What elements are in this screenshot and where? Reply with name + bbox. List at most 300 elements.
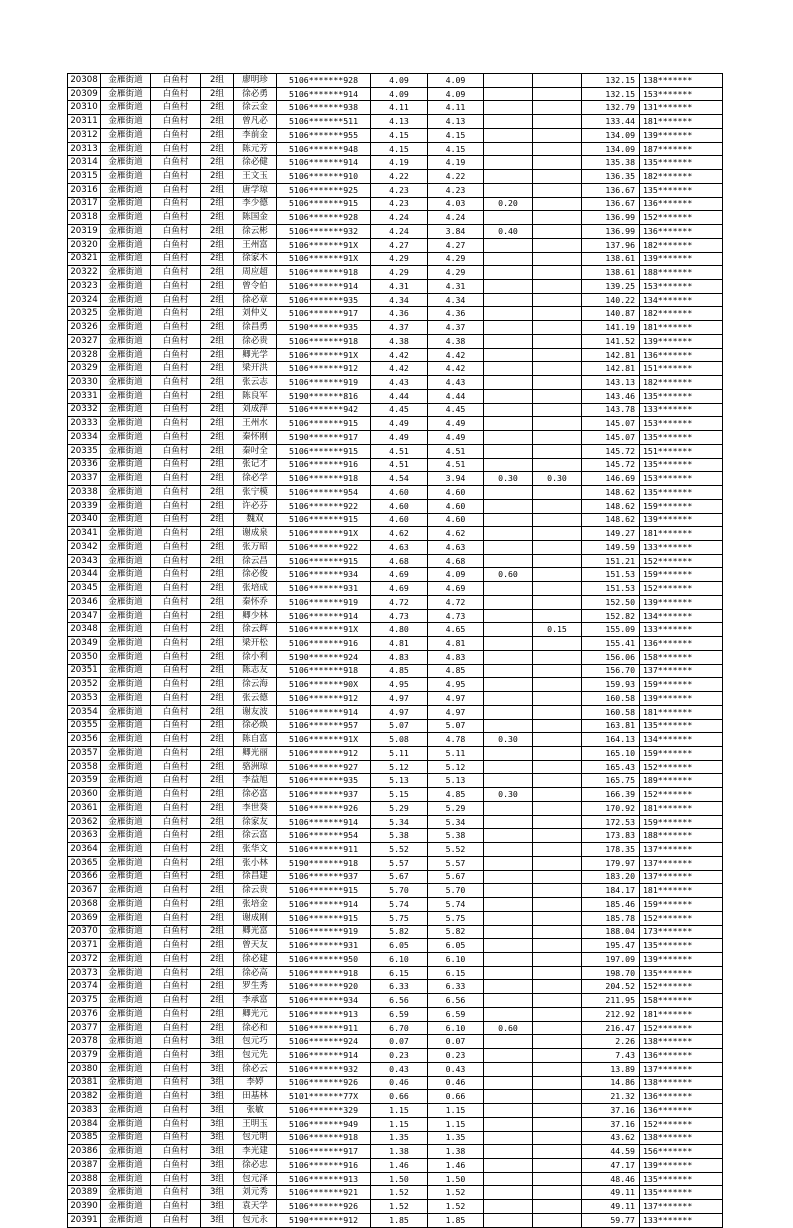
table-row: [68, 1145, 723, 1159]
cell-village: 白鱼村: [151, 376, 201, 390]
cell-name: 王州水: [234, 417, 277, 431]
cell-phone: 135*******: [640, 156, 723, 170]
cell-id-number: 5190*******918: [277, 856, 371, 870]
cell-amount: 165.75: [582, 774, 640, 788]
cell-area-b: [484, 801, 533, 815]
cell-id-number: 5190*******917: [277, 431, 371, 445]
cell-area-c: [533, 815, 582, 829]
cell-serial-number: 20339: [68, 499, 101, 513]
table-row: [68, 431, 723, 445]
cell-area-c: [533, 609, 582, 623]
cell-area-c: [533, 664, 582, 678]
cell-area-total: 4.62: [371, 527, 428, 541]
cell-area-c: [533, 307, 582, 321]
cell-id-number: 5106*******913: [277, 1172, 371, 1186]
cell-serial-number: 20369: [68, 911, 101, 925]
cell-area-c: [533, 650, 582, 664]
cell-area-c: [533, 115, 582, 129]
cell-village: 白鱼村: [151, 1062, 201, 1076]
cell-serial-number: 20323: [68, 280, 101, 294]
cell-name: 徐必建: [234, 953, 277, 967]
cell-amount: 59.77: [582, 1213, 640, 1227]
table-row: [68, 211, 723, 225]
cell-street: 金雁街道: [101, 966, 151, 980]
cell-name: 徐云辉: [234, 623, 277, 637]
cell-village: 白鱼村: [151, 760, 201, 774]
cell-street: 金雁街道: [101, 1062, 151, 1076]
cell-village: 白鱼村: [151, 1021, 201, 1035]
cell-street: 金雁街道: [101, 499, 151, 513]
cell-group: 3组: [201, 1145, 234, 1159]
cell-amount: 136.67: [582, 197, 640, 211]
cell-area-total: 6.10: [371, 953, 428, 967]
cell-area-b: [484, 540, 533, 554]
cell-area-b: [484, 1090, 533, 1104]
table-row: [68, 183, 723, 197]
cell-name: 梁开松: [234, 637, 277, 651]
cell-name: 徐小利: [234, 650, 277, 664]
cell-village: 白鱼村: [151, 1172, 201, 1186]
cell-area-c: [533, 540, 582, 554]
cell-village: 白鱼村: [151, 664, 201, 678]
cell-area-total: 4.23: [371, 183, 428, 197]
table-row: [68, 458, 723, 472]
cell-street: 金雁街道: [101, 1021, 151, 1035]
cell-group: 3组: [201, 1104, 234, 1118]
cell-street: 金雁街道: [101, 664, 151, 678]
cell-village: 白鱼村: [151, 211, 201, 225]
cell-serial-number: 20333: [68, 417, 101, 431]
cell-serial-number: 20386: [68, 1145, 101, 1159]
cell-group: 2组: [201, 746, 234, 760]
cell-serial-number: 20391: [68, 1213, 101, 1227]
cell-name: 魏双: [234, 513, 277, 527]
cell-name: 罗生秀: [234, 980, 277, 994]
cell-village: 白鱼村: [151, 389, 201, 403]
cell-serial-number: 20364: [68, 843, 101, 857]
cell-area-total: 4.24: [371, 211, 428, 225]
cell-village: 白鱼村: [151, 321, 201, 335]
cell-area-a: 1.35: [428, 1131, 484, 1145]
cell-serial-number: 20359: [68, 774, 101, 788]
cell-group: 2组: [201, 678, 234, 692]
cell-area-a: 4.03: [428, 197, 484, 211]
cell-name: 包元先: [234, 1049, 277, 1063]
cell-street: 金雁街道: [101, 774, 151, 788]
cell-area-c: [533, 980, 582, 994]
cell-street: 金雁街道: [101, 856, 151, 870]
cell-village: 白鱼村: [151, 499, 201, 513]
cell-area-a: 4.34: [428, 293, 484, 307]
cell-area-a: 5.34: [428, 815, 484, 829]
cell-area-c: [533, 843, 582, 857]
cell-area-b: [484, 142, 533, 156]
cell-area-a: 5.38: [428, 829, 484, 843]
cell-area-b: [484, 774, 533, 788]
cell-id-number: 5106*******914: [277, 87, 371, 101]
cell-street: 金雁街道: [101, 760, 151, 774]
cell-serial-number: 20377: [68, 1021, 101, 1035]
cell-name: 王文玉: [234, 170, 277, 184]
cell-amount: 216.47: [582, 1021, 640, 1035]
cell-village: 白鱼村: [151, 183, 201, 197]
cell-name: 王州富: [234, 238, 277, 252]
cell-area-total: 6.56: [371, 994, 428, 1008]
cell-area-a: 4.11: [428, 101, 484, 115]
cell-area-a: 4.95: [428, 678, 484, 692]
cell-phone: 182*******: [640, 238, 723, 252]
cell-area-c: [533, 211, 582, 225]
cell-area-b: [484, 1213, 533, 1227]
cell-name: 徐云昌: [234, 554, 277, 568]
cell-village: 白鱼村: [151, 431, 201, 445]
cell-area-a: 5.29: [428, 801, 484, 815]
cell-village: 白鱼村: [151, 115, 201, 129]
cell-id-number: 5106*******931: [277, 939, 371, 953]
cell-street: 金雁街道: [101, 939, 151, 953]
cell-street: 金雁街道: [101, 623, 151, 637]
cell-amount: 152.82: [582, 609, 640, 623]
cell-id-number: 5106*******915: [277, 197, 371, 211]
cell-area-c: [533, 1090, 582, 1104]
table-row: [68, 856, 723, 870]
cell-name: 徐必学: [234, 472, 277, 486]
cell-id-number: 5106*******914: [277, 1049, 371, 1063]
cell-name: 徐昌建: [234, 870, 277, 884]
cell-id-number: 5106*******934: [277, 568, 371, 582]
cell-name: 徐必健: [234, 156, 277, 170]
cell-amount: 179.97: [582, 856, 640, 870]
cell-street: 金雁街道: [101, 1145, 151, 1159]
cell-id-number: 5190*******816: [277, 389, 371, 403]
cell-serial-number: 20371: [68, 939, 101, 953]
table-row: [68, 1186, 723, 1200]
records-table: [67, 73, 723, 1228]
cell-area-b: [484, 815, 533, 829]
cell-phone: 151*******: [640, 362, 723, 376]
cell-amount: 134.09: [582, 128, 640, 142]
cell-village: 白鱼村: [151, 1076, 201, 1090]
cell-phone: 188*******: [640, 266, 723, 280]
cell-area-c: [533, 678, 582, 692]
cell-phone: 134*******: [640, 733, 723, 747]
cell-area-total: 5.15: [371, 788, 428, 802]
cell-id-number: 5106*******942: [277, 403, 371, 417]
cell-phone: 188*******: [640, 829, 723, 843]
cell-serial-number: 20343: [68, 554, 101, 568]
cell-name: 徐必章: [234, 293, 277, 307]
cell-area-c: [533, 1104, 582, 1118]
cell-name: 徐必云: [234, 1062, 277, 1076]
cell-phone: 135*******: [640, 431, 723, 445]
cell-id-number: 5106*******948: [277, 142, 371, 156]
cell-group: 2组: [201, 829, 234, 843]
cell-area-a: 4.24: [428, 211, 484, 225]
cell-amount: 44.59: [582, 1145, 640, 1159]
cell-id-number: 5106*******927: [277, 760, 371, 774]
cell-id-number: 5106*******928: [277, 211, 371, 225]
table-row: [68, 280, 723, 294]
cell-amount: 142.81: [582, 362, 640, 376]
cell-area-b: [484, 760, 533, 774]
cell-serial-number: 20360: [68, 788, 101, 802]
cell-name: 卿少林: [234, 609, 277, 623]
cell-phone: 139*******: [640, 128, 723, 142]
cell-group: 2组: [201, 293, 234, 307]
cell-area-a: 5.57: [428, 856, 484, 870]
cell-name: 徐必勇: [234, 87, 277, 101]
cell-area-a: 4.49: [428, 431, 484, 445]
cell-area-b: [484, 609, 533, 623]
cell-phone: 153*******: [640, 280, 723, 294]
cell-area-b: [484, 1062, 533, 1076]
cell-street: 金雁街道: [101, 980, 151, 994]
cell-street: 金雁街道: [101, 815, 151, 829]
cell-area-total: 0.46: [371, 1076, 428, 1090]
cell-village: 白鱼村: [151, 650, 201, 664]
cell-group: 2组: [201, 225, 234, 239]
cell-village: 白鱼村: [151, 486, 201, 500]
cell-street: 金雁街道: [101, 376, 151, 390]
cell-area-b: [484, 348, 533, 362]
cell-street: 金雁街道: [101, 87, 151, 101]
cell-group: 2组: [201, 334, 234, 348]
cell-area-total: 4.38: [371, 334, 428, 348]
cell-area-a: 3.94: [428, 472, 484, 486]
cell-area-a: 5.07: [428, 719, 484, 733]
cell-serial-number: 20328: [68, 348, 101, 362]
cell-village: 白鱼村: [151, 994, 201, 1008]
cell-area-total: 6.33: [371, 980, 428, 994]
cell-area-c: [533, 142, 582, 156]
cell-name: 王明玉: [234, 1117, 277, 1131]
cell-id-number: 5106*******918: [277, 334, 371, 348]
cell-village: 白鱼村: [151, 966, 201, 980]
cell-area-b: 0.20: [484, 197, 533, 211]
cell-name: 张小林: [234, 856, 277, 870]
cell-group: 2组: [201, 417, 234, 431]
cell-amount: 204.52: [582, 980, 640, 994]
cell-phone: 136*******: [640, 1104, 723, 1118]
cell-street: 金雁街道: [101, 733, 151, 747]
cell-phone: 153*******: [640, 87, 723, 101]
cell-area-a: 1.50: [428, 1172, 484, 1186]
cell-street: 金雁街道: [101, 513, 151, 527]
cell-village: 白鱼村: [151, 403, 201, 417]
cell-area-total: 1.85: [371, 1213, 428, 1227]
cell-area-a: 6.10: [428, 1021, 484, 1035]
cell-name: 包元永: [234, 1213, 277, 1227]
cell-street: 金雁街道: [101, 431, 151, 445]
table-row: [68, 843, 723, 857]
table-row: [68, 334, 723, 348]
cell-area-total: 0.66: [371, 1090, 428, 1104]
cell-street: 金雁街道: [101, 142, 151, 156]
cell-id-number: 5106*******925: [277, 183, 371, 197]
cell-phone: 181*******: [640, 527, 723, 541]
cell-area-b: [484, 74, 533, 88]
cell-serial-number: 20383: [68, 1104, 101, 1118]
cell-name: 李光建: [234, 1145, 277, 1159]
cell-group: 2组: [201, 994, 234, 1008]
cell-area-a: 4.51: [428, 444, 484, 458]
cell-area-b: [484, 1076, 533, 1090]
table-row: [68, 582, 723, 596]
cell-area-c: [533, 362, 582, 376]
cell-amount: 139.25: [582, 280, 640, 294]
cell-group: 2组: [201, 774, 234, 788]
cell-area-total: 4.09: [371, 87, 428, 101]
cell-village: 白鱼村: [151, 444, 201, 458]
cell-group: 2组: [201, 389, 234, 403]
cell-serial-number: 20334: [68, 431, 101, 445]
cell-area-a: 0.07: [428, 1035, 484, 1049]
cell-area-a: 4.13: [428, 115, 484, 129]
cell-area-b: [484, 719, 533, 733]
cell-amount: 188.04: [582, 925, 640, 939]
cell-serial-number: 20356: [68, 733, 101, 747]
cell-serial-number: 20317: [68, 197, 101, 211]
cell-phone: 137*******: [640, 843, 723, 857]
cell-area-total: 5.12: [371, 760, 428, 774]
cell-area-total: 4.72: [371, 595, 428, 609]
cell-area-a: 4.43: [428, 376, 484, 390]
cell-village: 白鱼村: [151, 362, 201, 376]
cell-area-c: [533, 1186, 582, 1200]
cell-area-total: 5.08: [371, 733, 428, 747]
cell-village: 白鱼村: [151, 801, 201, 815]
cell-village: 白鱼村: [151, 939, 201, 953]
cell-serial-number: 20327: [68, 334, 101, 348]
cell-area-total: 0.43: [371, 1062, 428, 1076]
cell-amount: 43.62: [582, 1131, 640, 1145]
table-row: [68, 966, 723, 980]
cell-street: 金雁街道: [101, 994, 151, 1008]
cell-village: 白鱼村: [151, 348, 201, 362]
cell-village: 白鱼村: [151, 156, 201, 170]
cell-street: 金雁街道: [101, 678, 151, 692]
cell-village: 白鱼村: [151, 1213, 201, 1227]
cell-village: 白鱼村: [151, 527, 201, 541]
cell-area-a: 0.46: [428, 1076, 484, 1090]
cell-group: 2组: [201, 403, 234, 417]
cell-phone: 139*******: [640, 953, 723, 967]
cell-village: 白鱼村: [151, 719, 201, 733]
cell-serial-number: 20321: [68, 252, 101, 266]
cell-village: 白鱼村: [151, 829, 201, 843]
cell-area-b: [484, 980, 533, 994]
cell-street: 金雁街道: [101, 1035, 151, 1049]
cell-group: 2组: [201, 458, 234, 472]
cell-amount: 13.89: [582, 1062, 640, 1076]
cell-area-a: 4.68: [428, 554, 484, 568]
cell-street: 金雁街道: [101, 348, 151, 362]
cell-area-a: 6.10: [428, 953, 484, 967]
cell-area-b: [484, 829, 533, 843]
cell-group: 2组: [201, 499, 234, 513]
cell-area-a: 4.78: [428, 733, 484, 747]
cell-serial-number: 20338: [68, 486, 101, 500]
cell-area-c: [533, 1145, 582, 1159]
cell-street: 金雁街道: [101, 183, 151, 197]
cell-area-total: 1.52: [371, 1200, 428, 1214]
cell-name: 徐云贵: [234, 884, 277, 898]
cell-area-c: [533, 856, 582, 870]
cell-area-c: [533, 1035, 582, 1049]
cell-street: 金雁街道: [101, 609, 151, 623]
cell-group: 3组: [201, 1062, 234, 1076]
cell-serial-number: 20389: [68, 1186, 101, 1200]
cell-serial-number: 20318: [68, 211, 101, 225]
cell-id-number: 5106*******957: [277, 719, 371, 733]
cell-street: 金雁街道: [101, 225, 151, 239]
cell-serial-number: 20379: [68, 1049, 101, 1063]
cell-id-number: 5106*******931: [277, 582, 371, 596]
cell-area-a: 4.09: [428, 74, 484, 88]
cell-area-a: 4.72: [428, 595, 484, 609]
cell-area-total: 4.81: [371, 637, 428, 651]
cell-area-total: 1.50: [371, 1172, 428, 1186]
cell-area-a: 4.38: [428, 334, 484, 348]
cell-name: 徐必高: [234, 966, 277, 980]
cell-amount: 7.43: [582, 1049, 640, 1063]
cell-name: 周应超: [234, 266, 277, 280]
cell-area-c: [533, 1131, 582, 1145]
cell-serial-number: 20380: [68, 1062, 101, 1076]
cell-amount: 136.67: [582, 183, 640, 197]
cell-group: 2组: [201, 197, 234, 211]
cell-area-c: [533, 801, 582, 815]
table-row: [68, 1090, 723, 1104]
cell-id-number: 5106*******955: [277, 128, 371, 142]
cell-area-b: [484, 321, 533, 335]
cell-area-a: 1.38: [428, 1145, 484, 1159]
cell-id-number: 5106*******938: [277, 101, 371, 115]
cell-area-c: [533, 829, 582, 843]
cell-area-c: [533, 1159, 582, 1173]
cell-group: 2组: [201, 362, 234, 376]
cell-area-c: [533, 101, 582, 115]
cell-area-b: 0.60: [484, 568, 533, 582]
cell-area-b: [484, 1049, 533, 1063]
cell-street: 金雁街道: [101, 705, 151, 719]
cell-area-c: [533, 994, 582, 1008]
cell-village: 白鱼村: [151, 238, 201, 252]
cell-serial-number: 20344: [68, 568, 101, 582]
cell-serial-number: 20340: [68, 513, 101, 527]
cell-area-c: [533, 1117, 582, 1131]
cell-village: 白鱼村: [151, 609, 201, 623]
cell-area-b: [484, 1104, 533, 1118]
cell-name: 徐云富: [234, 829, 277, 843]
cell-serial-number: 20388: [68, 1172, 101, 1186]
cell-village: 白鱼村: [151, 1090, 201, 1104]
cell-area-a: 0.43: [428, 1062, 484, 1076]
cell-area-total: 0.23: [371, 1049, 428, 1063]
cell-id-number: 5106*******911: [277, 1021, 371, 1035]
cell-street: 金雁街道: [101, 1131, 151, 1145]
cell-amount: 197.09: [582, 953, 640, 967]
cell-group: 3组: [201, 1076, 234, 1090]
cell-id-number: 5106*******918: [277, 1131, 371, 1145]
cell-area-b: [484, 1159, 533, 1173]
cell-name: 张万昭: [234, 540, 277, 554]
cell-street: 金雁街道: [101, 788, 151, 802]
table-row: [68, 609, 723, 623]
cell-village: 白鱼村: [151, 568, 201, 582]
cell-name: 谢友波: [234, 705, 277, 719]
table-row: [68, 1021, 723, 1035]
